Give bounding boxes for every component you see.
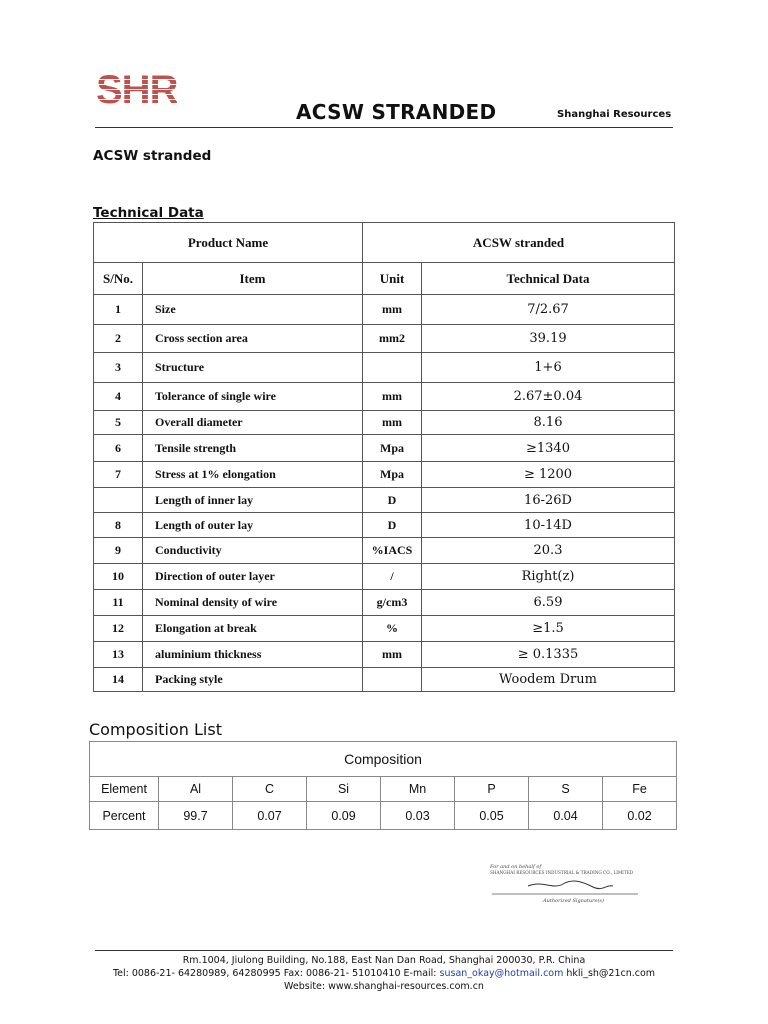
row-number: 8 <box>94 513 143 538</box>
element-row <box>90 777 677 802</box>
row-number: 9 <box>94 538 143 564</box>
row-value: ≥ 1200 <box>422 462 675 488</box>
row-value: ≥1340 <box>422 435 675 462</box>
composition-table <box>89 741 677 830</box>
row-value: 8.16 <box>422 411 675 435</box>
signature-line2: SHANGHAI RESOURCES INDUSTRIAL & TRADING CO., LIMITED <box>490 870 634 875</box>
row-value: 10-14D <box>422 513 675 538</box>
percent-row <box>90 802 677 830</box>
row-unit <box>363 668 422 692</box>
tech-row <box>94 590 675 616</box>
footer-contact <box>95 967 673 980</box>
element-cell: Si <box>307 777 381 802</box>
row-unit: Mpa <box>363 435 422 462</box>
tech-row <box>94 435 675 462</box>
tech-row <box>94 642 675 668</box>
element-label: Element <box>90 777 159 802</box>
element-cell: P <box>455 777 529 802</box>
column-header: Technical Data <box>422 263 675 295</box>
row-unit: mm <box>363 383 422 411</box>
element-cell: S <box>529 777 603 802</box>
row-unit: / <box>363 564 422 590</box>
tech-row <box>94 616 675 642</box>
tech-row <box>94 668 675 692</box>
row-number: 3 <box>94 353 143 383</box>
percent-cell: 0.05 <box>455 802 529 830</box>
product-name-value: ACSW stranded <box>363 223 675 263</box>
element-cell: Al <box>159 777 233 802</box>
tech-row <box>94 325 675 353</box>
row-number: 12 <box>94 616 143 642</box>
row-item: Cross section area <box>143 325 363 353</box>
row-value: Right(z) <box>422 564 675 590</box>
tech-row <box>94 488 675 513</box>
row-item: Length of inner lay <box>143 488 363 513</box>
row-item: Elongation at break <box>143 616 363 642</box>
composition-heading: Composition List <box>89 720 222 739</box>
row-unit: mm <box>363 642 422 668</box>
tech-row <box>94 411 675 435</box>
signature-line3: Authorized Signature(s) <box>543 898 604 904</box>
row-unit: D <box>363 488 422 513</box>
row-number: 2 <box>94 325 143 353</box>
row-item: Direction of outer layer <box>143 564 363 590</box>
element-cell: Fe <box>603 777 677 802</box>
brand-name: Shanghai Resources <box>557 109 672 120</box>
technical-data-heading: Technical Data <box>93 205 204 221</box>
row-value: 1+6 <box>422 353 675 383</box>
row-item: Conductivity <box>143 538 363 564</box>
footer-website[interactable]: Website: www.shanghai-resources.com.cn <box>284 981 484 992</box>
row-value: 7/2.67 <box>422 295 675 325</box>
row-number: 14 <box>94 668 143 692</box>
row-value: ≥ 0.1335 <box>422 642 675 668</box>
tech-row <box>94 353 675 383</box>
product-name-label: Product Name <box>94 223 363 263</box>
row-value: 16-26D <box>422 488 675 513</box>
percent-cell: 0.07 <box>233 802 307 830</box>
row-number: 10 <box>94 564 143 590</box>
row-unit: Mpa <box>363 462 422 488</box>
percent-cell: 0.03 <box>381 802 455 830</box>
product-subtitle: ACSW stranded <box>93 148 212 164</box>
element-cell: C <box>233 777 307 802</box>
row-unit: % <box>363 616 422 642</box>
signature-line1: For and on behalf of <box>490 864 542 870</box>
row-item: Nominal density of wire <box>143 590 363 616</box>
row-value: 6.59 <box>422 590 675 616</box>
tech-row <box>94 538 675 564</box>
row-unit: g/cm3 <box>363 590 422 616</box>
header-divider <box>95 127 673 128</box>
row-unit <box>363 353 422 383</box>
row-item: Tolerance of single wire <box>143 383 363 411</box>
row-number: 5 <box>94 411 143 435</box>
tech-row <box>94 462 675 488</box>
row-number <box>94 488 143 513</box>
percent-label: Percent <box>90 802 159 830</box>
column-header: S/No. <box>94 263 143 295</box>
row-value: 20.3 <box>422 538 675 564</box>
email-link-2[interactable]: hkli_sh@21cn.com <box>566 968 656 979</box>
row-unit: D <box>363 513 422 538</box>
footer-address: Rm.1004, Jiulong Building, No.188, East Nan Dan Road, Shanghai 200030, P.R. China <box>182 955 586 966</box>
column-header-row <box>94 263 675 295</box>
percent-cell: 0.02 <box>603 802 677 830</box>
percent-cell: 0.09 <box>307 802 381 830</box>
row-number: 7 <box>94 462 143 488</box>
row-item: Tensile strength <box>143 435 363 462</box>
row-value: 39.19 <box>422 325 675 353</box>
footer-divider <box>95 950 673 951</box>
row-item: Size <box>143 295 363 325</box>
composition-header-row <box>90 742 677 777</box>
row-item: Packing style <box>143 668 363 692</box>
product-name-row <box>94 223 675 263</box>
tech-row <box>94 513 675 538</box>
row-unit: mm <box>363 411 422 435</box>
row-item: Overall diameter <box>143 411 363 435</box>
row-item: Structure <box>143 353 363 383</box>
signature-scribble <box>528 881 613 889</box>
row-value: 2.67±0.04 <box>422 383 675 411</box>
column-header: Item <box>143 263 363 295</box>
row-unit: mm <box>363 295 422 325</box>
row-number: 4 <box>94 383 143 411</box>
footer-tel-fax: Tel: 0086-21- 64280989, 64280995 Fax: 0086-21- 51010410 E-mail: <box>112 968 437 979</box>
row-number: 13 <box>94 642 143 668</box>
tech-row <box>94 295 675 325</box>
row-unit: mm2 <box>363 325 422 353</box>
email-link[interactable]: susan_okay@hotmail.com <box>439 968 564 979</box>
percent-cell: 99.7 <box>159 802 233 830</box>
row-number: 11 <box>94 590 143 616</box>
row-item: Length of outer lay <box>143 513 363 538</box>
row-number: 1 <box>94 295 143 325</box>
column-header: Unit <box>363 263 422 295</box>
document-title: ACSW STRANDED <box>296 100 497 124</box>
tech-row <box>94 564 675 590</box>
signature-stamp <box>488 860 643 910</box>
composition-header: Composition <box>90 742 677 777</box>
tech-row <box>94 383 675 411</box>
row-item: Stress at 1% elongation <box>143 462 363 488</box>
row-item: aluminium thickness <box>143 642 363 668</box>
technical-data-table <box>93 222 675 692</box>
row-value: ≥1.5 <box>422 616 675 642</box>
row-number: 6 <box>94 435 143 462</box>
row-unit: %IACS <box>363 538 422 564</box>
row-value: Woodem Drum <box>422 668 675 692</box>
percent-cell: 0.04 <box>529 802 603 830</box>
company-logo: SHR <box>96 68 178 112</box>
element-cell: Mn <box>381 777 455 802</box>
